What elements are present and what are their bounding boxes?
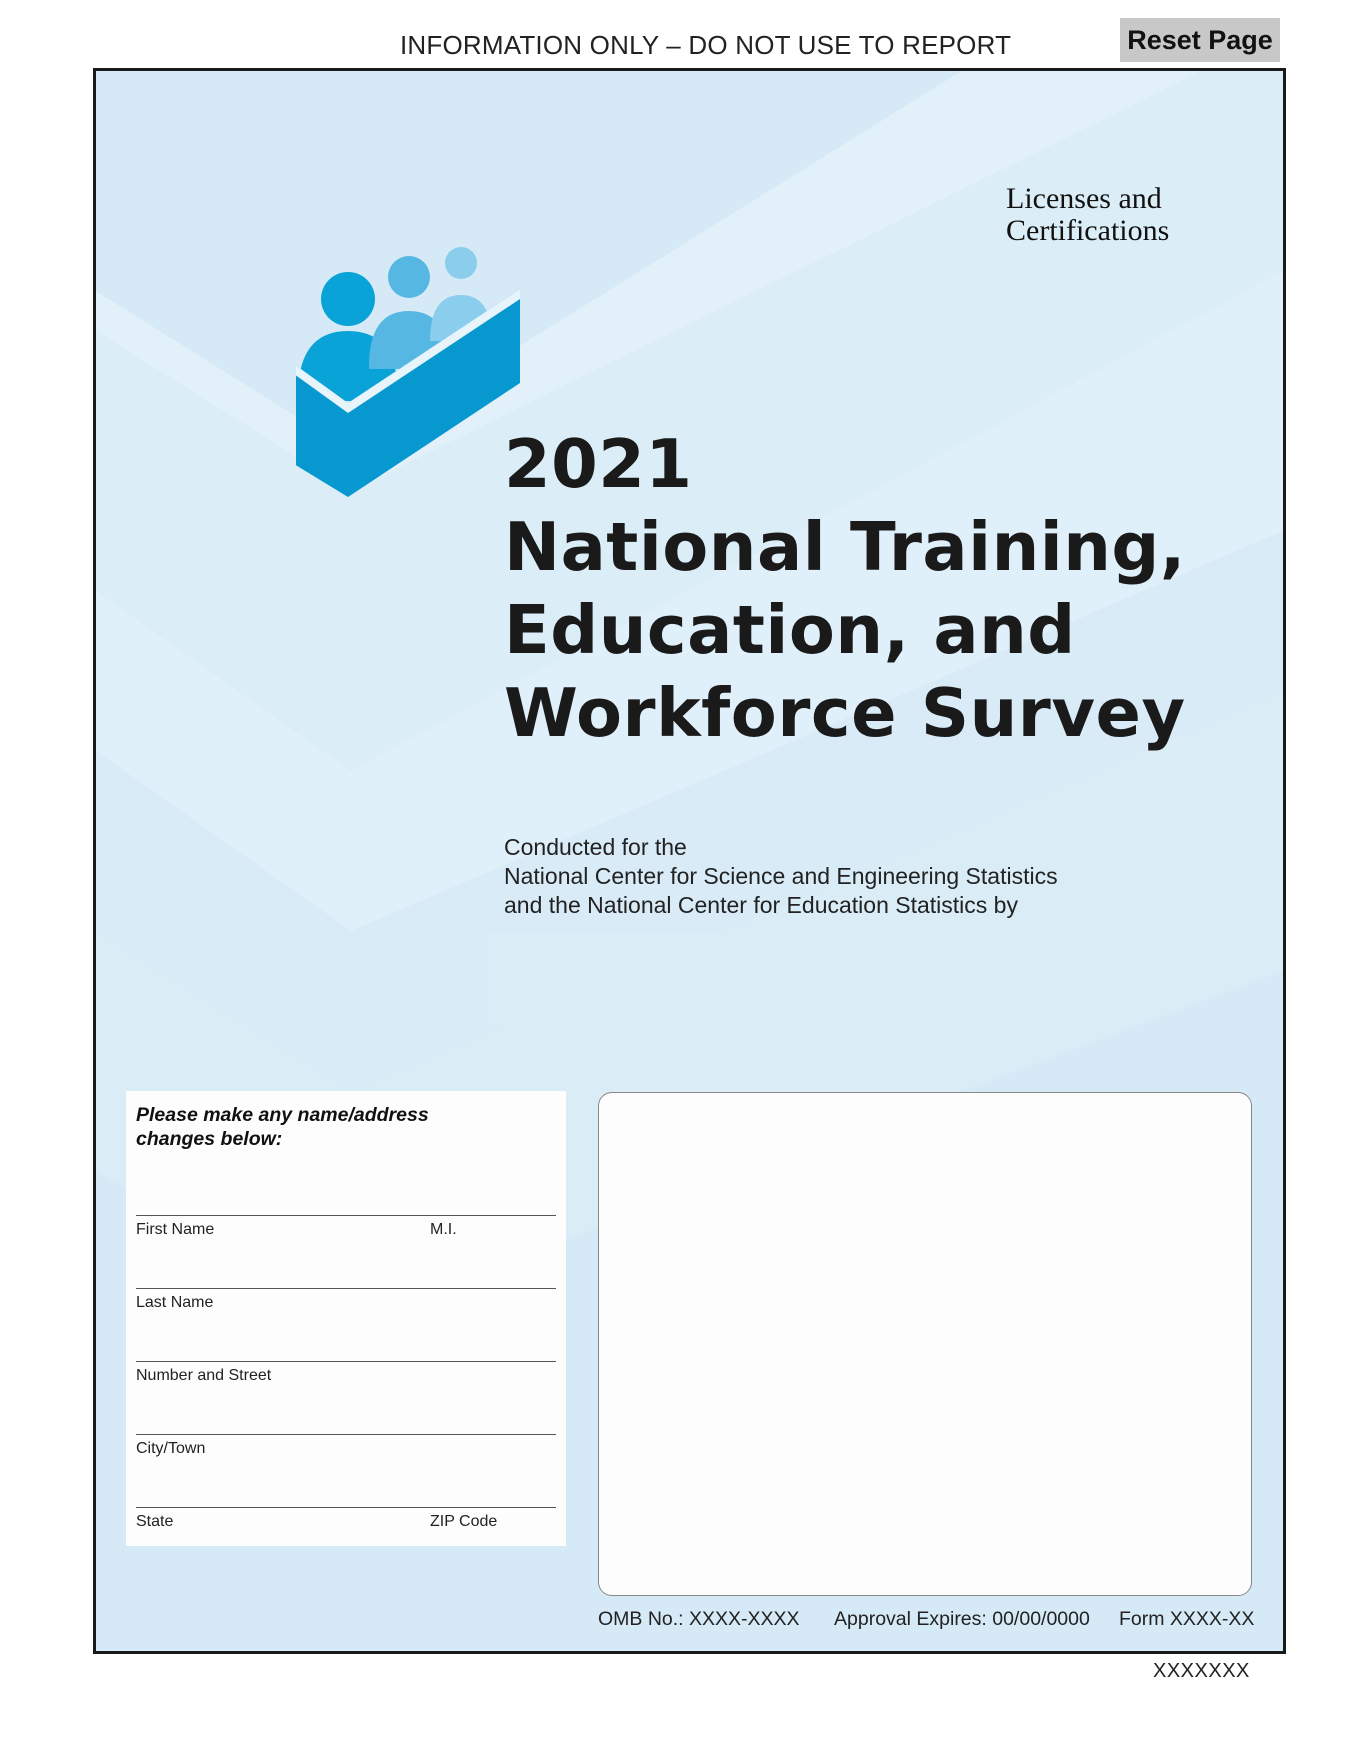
survey-topic: Licenses and Certifications — [1006, 182, 1170, 247]
address-form-title: Please make any name/address changes below: — [136, 1104, 429, 1150]
omb-number: OMB No.: XXXX-XXXX — [598, 1608, 800, 1630]
title-line-3: Workforce Survey — [504, 674, 1186, 752]
conducted-line-2: National Center for Science and Engineering Statistics — [504, 863, 1058, 889]
survey-cover — [93, 68, 1286, 1654]
city-label: City/Town — [136, 1440, 206, 1457]
approval-expires: Approval Expires: 00/00/0000 — [834, 1608, 1090, 1630]
street-field[interactable] — [136, 1361, 556, 1362]
form-code: XXXXXXX — [1153, 1660, 1250, 1682]
zip-label: ZIP Code — [430, 1513, 498, 1530]
last-name-label: Last Name — [136, 1294, 214, 1311]
last-name-field[interactable] — [136, 1288, 556, 1289]
street-label: Number and Street — [136, 1367, 272, 1384]
redacted-contractor-area — [489, 933, 715, 1023]
conducted-line-3: and the National Center for Education Statistics by — [504, 892, 1018, 918]
conducted-line-1: Conducted for the — [504, 834, 687, 860]
title-year: 2021 — [504, 425, 693, 503]
mi-label: M.I. — [430, 1221, 457, 1238]
survey-title — [504, 423, 1186, 755]
reset-page-button[interactable]: Reset Page — [1120, 18, 1280, 62]
information-only-notice: INFORMATION ONLY – DO NOT USE TO REPORT — [400, 30, 1012, 60]
conducted-by-text — [504, 833, 1058, 920]
city-field[interactable] — [136, 1434, 556, 1435]
first-name-field[interactable] — [136, 1215, 556, 1216]
state-zip-field[interactable] — [136, 1507, 556, 1508]
form-number: Form XXXX-XX — [1119, 1608, 1255, 1630]
title-line-2: Education, and — [504, 591, 1076, 669]
first-name-label: First Name — [136, 1221, 215, 1238]
title-line-1: National Training, — [504, 508, 1186, 586]
mailing-label-box — [598, 1092, 1252, 1596]
state-label: State — [136, 1513, 174, 1530]
address-change-form — [126, 1091, 566, 1546]
